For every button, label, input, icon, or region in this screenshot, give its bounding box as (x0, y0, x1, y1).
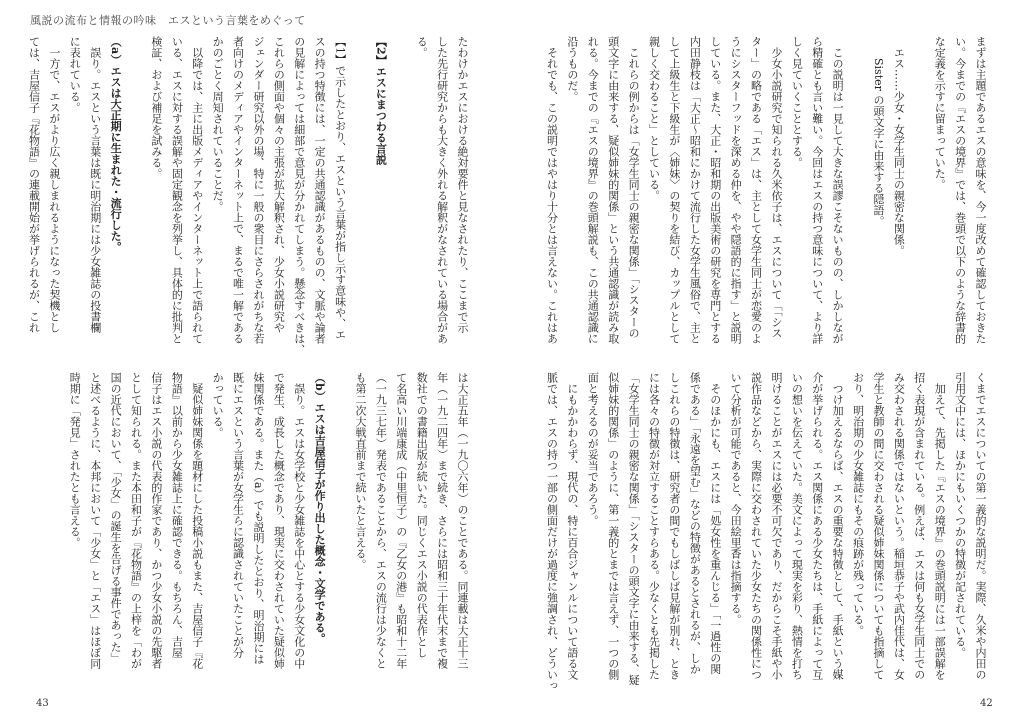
text-line: 親しく交わること」としている。 (647, 36, 661, 201)
left-page-bottom-text (64, 372, 472, 697)
text-line: 脈では、エスの持つ一部の側面だけが過度に強調され、どういっ (545, 372, 559, 691)
text-line: しこれらの特徴は、研究者の間でもしばしば見解が別れ、とき (667, 372, 681, 680)
text-line: 疑似姉妹関係を題材にした投稿小説もまた、吉屋信子『花 (190, 372, 204, 669)
text-line: 内田静枝は「大正～昭和にかけて流行した女学生風俗で、主と (688, 36, 702, 344)
text-line: ては、吉屋信子『花物語』の連載開始が挙げられるが、これ (27, 36, 41, 333)
text-line: うにシスターフッドを深める仲を、やや隠語的に指す」と説明 (729, 36, 743, 344)
text-line: 説作品などから、実際に交わされていた少女たちの関係性につ (749, 372, 763, 680)
text-line: と述べるように、本邦において「少女」と「エス」はほぼ同 (88, 372, 102, 669)
text-line: 妹関係である。また（a）でも説明したとおり、明治期には (251, 372, 265, 665)
text-line: 似姉妹的関係」のように、第一義的とまでは言えず、一つの側 (606, 372, 620, 680)
text-line: れる。今までの『エスの境界』の巻頭解説も、この共通認識に (586, 36, 600, 344)
text-line: これらの側面や個々の主張が拡大解釈され、少女小説研究や (272, 36, 286, 333)
text-line: 沿うものだ。 (565, 36, 579, 102)
text-line (847, 36, 867, 361)
text-line: い。今までの『エスの境界』では、巻頭で以下のような辞書的 (953, 36, 967, 344)
text-line: ら精確とも言い難い。今回はエスの持つ意味について、より詳 (810, 36, 824, 344)
text-line: 係である」「永遠を望む」などの特徴があるとされるが、しか (688, 372, 702, 675)
text-line: 以降では、主に出版メディアやインターネット上で語られて (190, 36, 204, 344)
text-line: にもかかわらず、現代の、特に百合ジャンルについて語る文 (565, 372, 579, 680)
text-line: 一方で、エスがより広く親しまれるようになった契機とし (47, 36, 61, 333)
text-line: かのごとく周知されていることだ。 (211, 36, 225, 212)
text-line: は大正五年（一九〇六年）のことである。同連載は大正十三 (456, 372, 469, 669)
text-line: つけ加えるならば、エスの重要な特徴として、手紙という媒 (831, 372, 845, 680)
right-page-bottom-text (541, 372, 990, 697)
text-line: それでも、この説明ではやはり十分とは言えない。これはあ (545, 36, 559, 344)
text-line: 数社での書籍出版が続いた。同じくエス小説の代表作とし (415, 372, 429, 658)
text-line: 加えて、先掲した『エスの境界』の巻頭説明には一部誤解を (933, 372, 947, 680)
text-line: て名高い川端康成（中里恒子）の『乙女の港』も昭和十二年 (394, 372, 408, 669)
text-line: いて分析が可能であると、今田絵里香は指摘する。 (729, 372, 743, 625)
text-line: 介が挙げられる。エス関係にある少女たちは、手紙によって互 (810, 372, 824, 680)
text-line: おり、明治期の少女雑誌にもその痕跡が残っている。 (851, 372, 865, 636)
text-line: エス……少女・女学生同士の親密な関係。 (892, 36, 906, 256)
text-line: 明けることがエスには必要不可欠であり、だからこそ手紙や小 (769, 372, 783, 680)
text-line (125, 36, 145, 361)
text-line: 誤り。エスという言葉は既に明治期には少女雑誌の投書欄 (88, 36, 102, 333)
text-line: 引用文中には、ほかにもいくつかの特徴が記されている。 (953, 372, 967, 658)
page-number-left: 43 (36, 698, 49, 709)
text-line: スの持つ特徴には、一定の共通認識があるものの、文脈や論者 (313, 36, 327, 344)
text-line: かっている。 (211, 372, 225, 438)
text-line: 【1】で示したとおり、エスという言葉が指し示す意味や、エ (333, 36, 347, 340)
text-line: ター」の略である「エス」は、主として女学生同士が恋愛のよ (749, 36, 763, 344)
text-line: 年（一九二四年）まで続き、さらには昭和三十年代末まで複 (435, 372, 449, 669)
text-line: 学生と教師の間に交わされる疑似姉妹関係についても指摘して (871, 372, 885, 680)
text-line: 招く表現が含まれている。例えば、エスは何も女学生同士での (912, 372, 926, 680)
running-header: 風説の流布と情報の吟味 エスという言葉をめぐって (30, 14, 306, 27)
section-heading: （b）エスは吉屋信子が作り出した概念・文学である。 (313, 372, 327, 644)
text-line: 信子はエス小説の代表的作家であり、かつ少女小説の先駆者 (149, 372, 163, 669)
text-line: いの想いを伝えていた。美文によって現実を彩り、熱情を打ち (790, 372, 804, 680)
text-line: も第二次大戦直前まで続いたと言える。 (353, 372, 367, 570)
text-line: そのほかにも、エスには「処女性を重んじる」「一過性の関 (708, 372, 722, 675)
text-line: 検証、および補足を試みる。 (149, 36, 163, 179)
text-line (390, 36, 410, 361)
right-page-top-text (541, 36, 990, 361)
text-line: に表れている。 (68, 36, 82, 113)
text-line: 面と考えるのが妥当であろう。 (586, 372, 600, 526)
text-line (350, 36, 370, 361)
section-heading: 【2】エスにまつわる言説 (374, 36, 388, 165)
text-line: たわけかエスにおける絶対要件と見なされたり、ここまで示 (456, 36, 469, 333)
text-line: して上級生と下級生が〈姉妹〉の契りを結び、カップルとして (667, 36, 681, 344)
text-line: 既にエスという言葉が女学生らに認識されていたことが分 (231, 372, 245, 658)
text-line: で発生、成長した概念であり、現実に交わされていた疑似姉 (272, 372, 286, 669)
text-line: 「女学生同士の親密な関係」「シスターの頭文字に由来する、疑 (627, 372, 641, 686)
text-line (329, 372, 349, 697)
text-line: み交わされる関係ではないという。稲垣恭子や武内佳代は、女 (892, 372, 906, 680)
text-line: には各々の特徴が対立することすらある。少なくとも先掲した (647, 372, 661, 680)
text-line: Sister の頭文字に由来する隠語。 (871, 36, 885, 227)
left-page-top-text (23, 36, 472, 361)
text-line (908, 36, 928, 361)
text-line: 少女小説研究で知られる久米依子は、エスについて「「シス (769, 36, 783, 339)
text-line: これらの例からは「女学生同士の親密な関係」「シスターの (627, 36, 641, 339)
text-line: 頭文字に由来する、疑似姉妹的関係」という共通認識が読み取 (606, 36, 620, 344)
text-line: した先行研究からも大きく外れる解釈がなされている場合があ (435, 36, 449, 344)
text-line: いる、エスに対する誤解や固定観念を列挙し、具体的に批判と (170, 36, 184, 344)
text-line: 誤り。エスは女学校と少女雑誌を中心とする少女文化の中 (292, 372, 306, 669)
text-line: 時期に「発見」されたとも言える。 (68, 372, 82, 548)
text-line: として知られる。また本田和子が『花物語』の上梓を「わが (129, 372, 143, 669)
text-line: る。 (415, 36, 429, 58)
text-line: している。また、大正・昭和期の出版美術の研究を専門とする (708, 36, 722, 344)
section-heading: （a）エスは大正期に生まれた・流行した。 (109, 36, 123, 253)
text-line: くまでエスについての第一義的な説明だ。実際、久米や内田の (974, 372, 987, 680)
text-line: の見解によっては細部で意見が分かれてしまう。懸念すべきは、 (292, 36, 306, 355)
text-line: 物語』以前から少女雑誌上に確認できる。もちろん、吉屋 (170, 372, 184, 658)
text-line: 国の近代において、「少女」の誕生を告げる事件であった」 (109, 372, 123, 664)
text-line: しく見ていくこととする。 (790, 36, 804, 168)
text-line: （一九三七年）発表であることから、エスの流行は少なくと (374, 372, 388, 669)
text-line: な定義を示すに留まっていた。 (933, 36, 947, 190)
text-line: まずは主題であるエスの意味を、今一度改めて確認しておきた (974, 36, 987, 344)
text-line: ジェンダー研究以外の場、特に一般の衆目にさらされがちな若 (251, 36, 265, 344)
text-line: この説明は一見して大きな誤謬こそないものの、しかしなが (831, 36, 845, 344)
page-number-right: 42 (980, 698, 993, 709)
text-line: 者向けのメディアやインターネット上で、まるで唯一解である (231, 36, 245, 344)
